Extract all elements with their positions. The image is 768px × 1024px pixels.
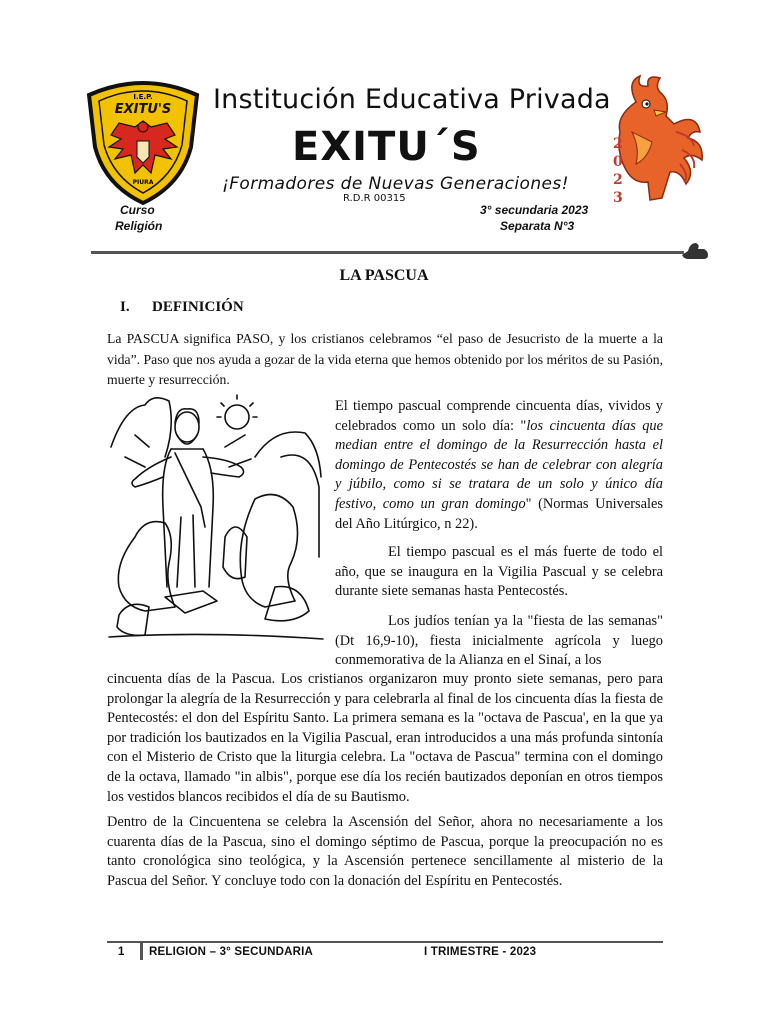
paragraph-strongest-time: El tiempo pascual es el más fuerte de todo el año, que se inaugura en la Vigilia Pascual y se celebra durante siete semanas hasta Pentecostés. — [335, 544, 663, 600]
institution-title: Institución Educativa Privada — [213, 84, 611, 115]
header-divider — [91, 251, 684, 254]
section-title: DEFINICIÓN — [152, 299, 244, 315]
section-heading — [120, 299, 244, 316]
footer-term: I TRIMESTRE - 2023 — [424, 946, 537, 958]
school-slogan: ¡Formadores de Nuevas Generaciones! — [222, 174, 569, 194]
document-title: LA PASCUA — [339, 267, 429, 284]
paragraph-feast-of-weeks: Los judíos tenían ya la "fiesta de las semanas" (Dt 16,9-10), fiesta inicialmente agrícola y luego conmemorativa de la Alianza en el Sinaí, a los — [335, 613, 663, 669]
p1-quote: los cincuenta días que median entre el domingo de la Resurrección hasta el domingo de Pentecostés se han de celebrar con alegría y júbilo, como si se tratara de un solo y único día festivo, como un gran domingo — [335, 417, 663, 512]
year-digit-1: 2 — [613, 136, 623, 152]
intro-text: La PASCUA significa PASO, y los cristianos celebramos “el paso de Jesucristo de la muerte a la vida”. Paso que nos ayuda a gozar de la vida eterna que hemos obtenido por los méritos de su Pasión, muerte y resurrección. — [107, 331, 663, 388]
year-digit-4: 3 — [613, 190, 623, 206]
grade-label: 3° secundaria 2023 — [480, 203, 589, 217]
footer-course: RELIGION – 3° SECUNDARIA — [149, 946, 314, 958]
footer-divider — [107, 941, 663, 943]
school-crest-icon — [85, 77, 201, 205]
p1-text-end: " (Normas Universales del Año Litúrgico, n 22). — [335, 495, 664, 532]
paragraph-easter-season — [335, 397, 663, 534]
crest-bottom-text: PIURA — [132, 179, 154, 186]
separata-label: Separata N°3 — [500, 219, 575, 233]
paragraph-ascension: Dentro de la Cincuentena se celebra la Ascensión del Señor, ahora no necesariamente a los cuarenta días de la Pascua, sino el domingo séptimo de Pascua, porque la preocupación no es tanto cronológica sino teológica, y la Ascensión pertenece sencillamente al misterio de la Pascua del Señor. Y concluye todo con la donación del Espíritu en Pentecostés. — [107, 814, 663, 889]
crest-top-text: I.E.P. — [133, 93, 153, 101]
phoenix-mascot-icon — [596, 72, 712, 212]
paragraph-fifty-days: cincuenta días de la Pascua. Los cristianos organizaron muy pronto siete semanas, pero para prolongar la alegría de la Resurrección y para celebrarla al final de los cincuenta días la fiesta de Pentecostés: el don del Espíritu Santo. La primera semana es la "octava de Pascua', en la que ya por tradición los bautizados en la Vigilia Pascual, eran introducidos a una más profunda sintonía con el Misterio de Cristo que la liturgia celebra. La "octava de Pascua" termina con el domingo de la octava, llamado "in albis", porque ese día los recién bautizados deponían en otros tiempos los vestidos blancos recibidos el día de su Bautismo. — [107, 671, 663, 805]
page-number: 1 — [118, 946, 125, 958]
year-digit-3: 2 — [613, 172, 623, 188]
resurrection-illustration — [105, 387, 327, 649]
footer-separator — [140, 943, 143, 960]
course-label: Curso — [120, 203, 155, 217]
course-value: Religión — [115, 219, 163, 233]
crest-name: EXITU'S — [114, 102, 172, 117]
school-name: EXITU´S — [292, 124, 481, 170]
section-number: I. — [120, 299, 130, 315]
year-digit-2: 0 — [613, 154, 623, 170]
rdr-code: R.D.R 00315 — [343, 193, 406, 204]
intro-paragraph — [107, 329, 663, 391]
p1-text-start: El tiempo pascual comprende cincuenta días, vividos y celebrados como un solo día: " — [335, 398, 663, 434]
pointing-hand-icon — [680, 239, 710, 261]
